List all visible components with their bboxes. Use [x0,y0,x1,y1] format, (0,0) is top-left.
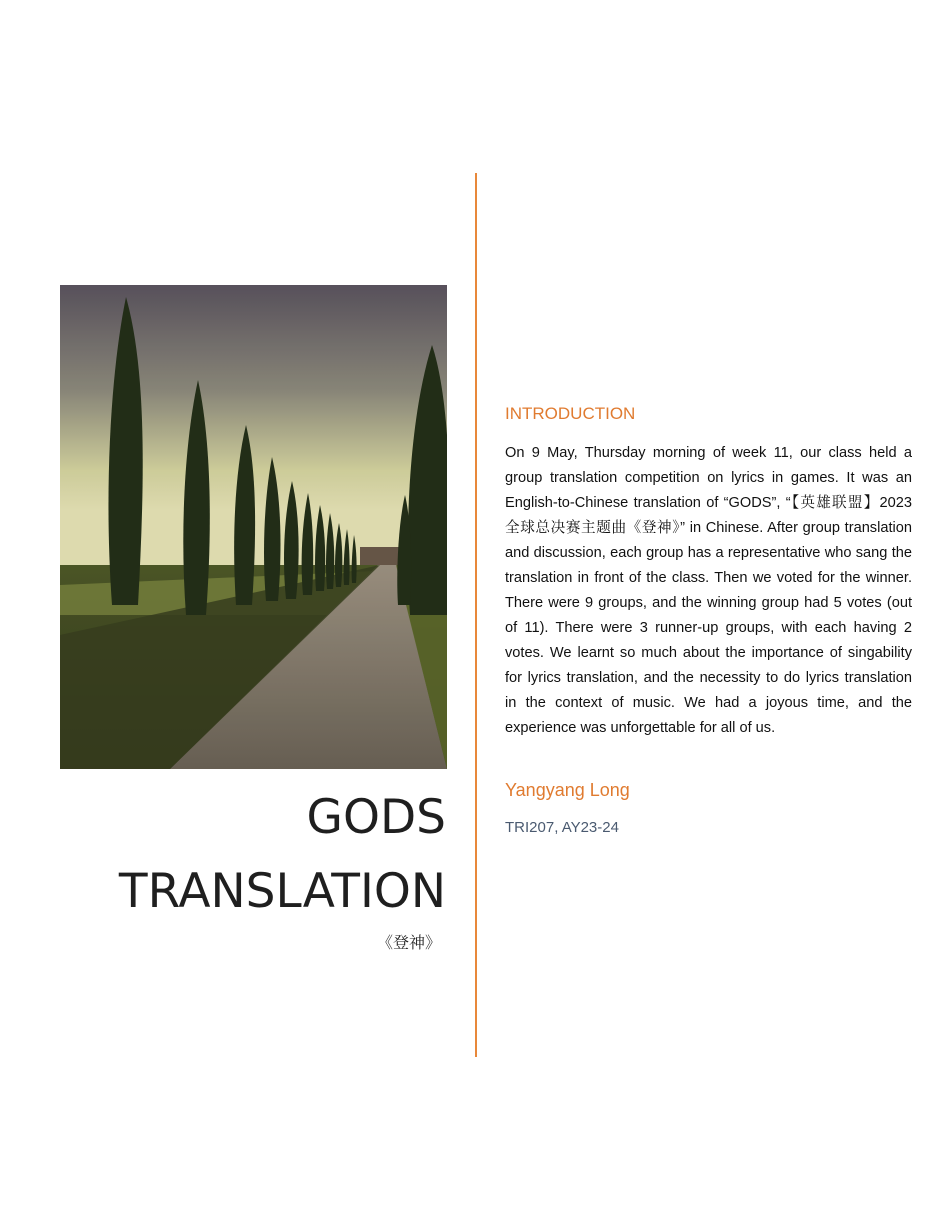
cover-photo [60,285,447,769]
cover-subtitle: 《登神》 [376,933,441,952]
cover-title-line-1: GODS [306,790,446,845]
introduction-body: On 9 May, Thursday morning of week 11, our class held a group translation competition on lyrics in games. It was an English-to-Chinese translation of “GODS”, “【英雄联盟】2023 全球总决赛主题曲《登神》” in Chinese. After group translation and discussion, each group has a representative who sang the translation in front of the class. Then we voted for the winner. There were 9 groups, and the winning group had 5 votes (out of 11). There were 3 runner-up groups, with each having 2 votes. We learnt so much about the importance of singability for lyrics translation, and the necessity to do lyrics translation in the context of music. We had a joyous time, and the experience was unforgettable for all of us. [505,445,912,736]
cover-title-line-2: TRANSLATION [118,864,446,919]
vertical-divider [475,173,477,1057]
introduction-heading: INTRODUCTION [505,404,636,423]
course-code: TRI207, AY23-24 [505,819,619,836]
author-name: Yangyang Long [505,780,630,800]
